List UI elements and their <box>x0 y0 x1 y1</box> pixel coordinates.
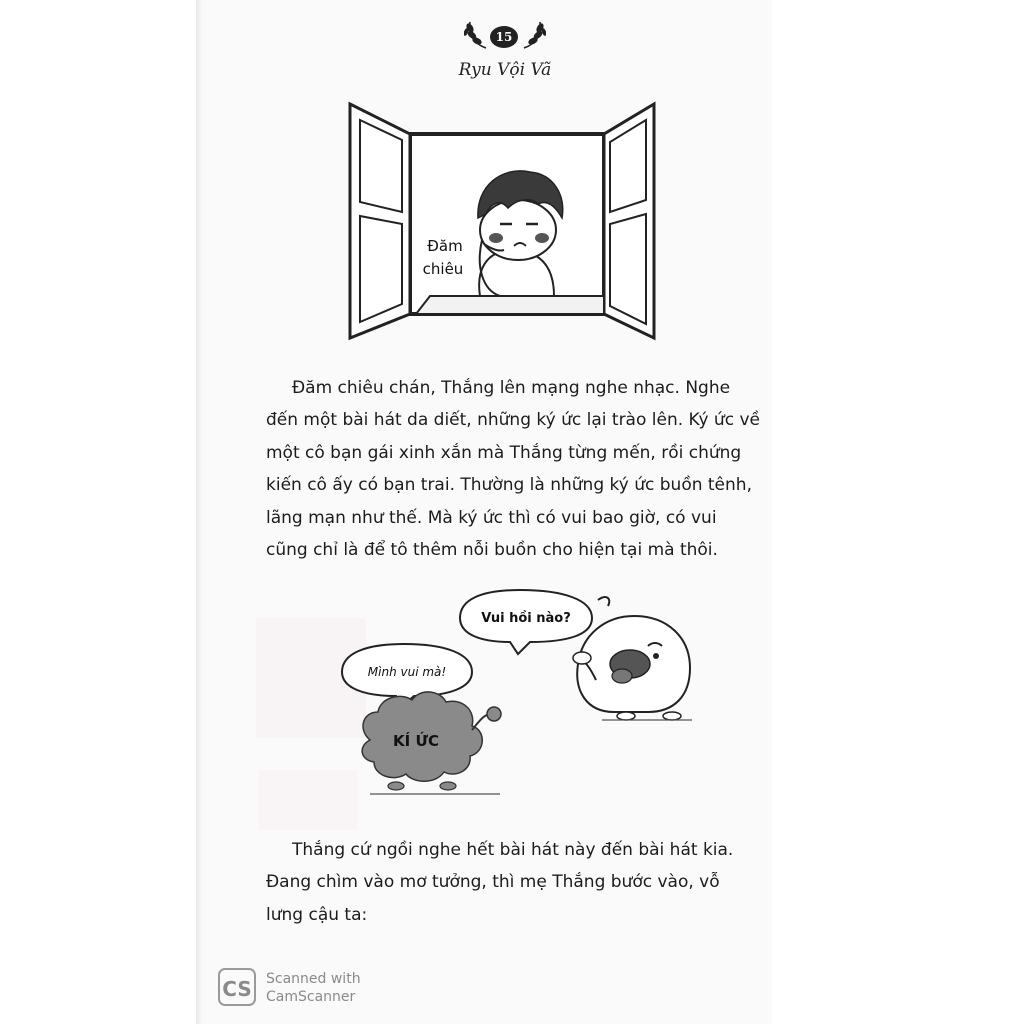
memory-illustration <box>330 580 710 805</box>
laurel-left-icon <box>464 20 490 50</box>
window-illustration <box>340 100 670 345</box>
window-label-line2: chiêu <box>422 260 464 278</box>
chapter-number-badge: 15 <box>490 26 518 48</box>
laurel-right-icon <box>520 20 546 50</box>
watermark-line2: CamScanner <box>266 989 356 1005</box>
window-label-line1: Đăm <box>427 237 463 255</box>
chapter-title: Ryu Vội Vã <box>458 60 552 80</box>
cloud-label: KÍ ỨC <box>393 732 439 750</box>
camscanner-watermark <box>266 970 361 1006</box>
body-paragraph-1: Đăm chiêu chán, Thắng lên mạng nghe nhạc. Nghe đến một bài hát da diết, những ký ức lại trào lên. Ký ức về một cô bạn gái xinh xắn mà Thắng từng mến, rồi chứng kiến cô ấy có bạn trai. Thường là những ký ức buồn tênh, lãng mạn như thế. Mà ký ức thì có vui bao giờ, có vui cũng chỉ là để tô thêm nỗi buồn cho hiện tại mà thôi. <box>266 378 760 561</box>
body-paragraph-2: Thắng cứ ngồi nghe hết bài hát này đến bài hát kia. Đang chìm vào mơ tưởng, thì mẹ Thắng bước vào, vỗ lưng cậu ta: <box>266 840 734 925</box>
watermark-line1: Scanned with <box>266 971 361 987</box>
bubble-right-text: Vui hồi nào? <box>481 611 571 626</box>
page-gutter-shadow <box>196 0 202 1024</box>
camscanner-logo-icon: CS <box>218 968 256 1006</box>
bubble-left-text: Mình vui mà! <box>367 665 447 679</box>
